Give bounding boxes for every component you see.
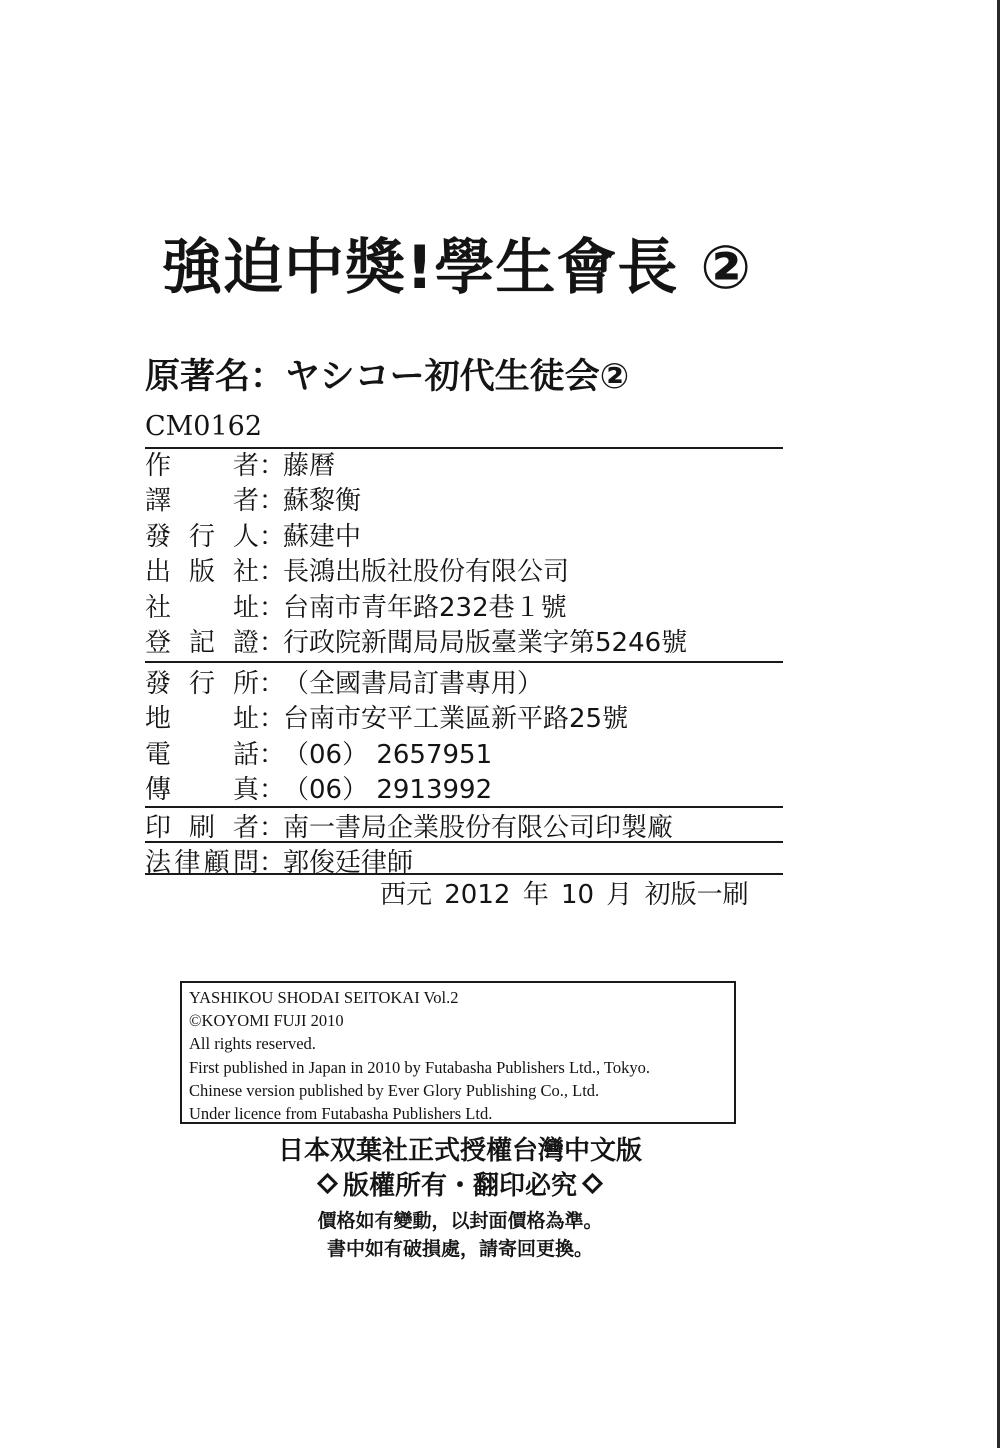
license-line: ©KOYOMI FUJI 2010	[189, 1011, 344, 1031]
label-char: 社	[232, 557, 259, 588]
colon: ：	[259, 521, 286, 552]
credit-value: （06） 2657951	[283, 739, 493, 770]
label-char: 作	[145, 450, 172, 481]
label-char: 刷	[188, 812, 215, 843]
credit-row	[145, 484, 805, 520]
credit-row	[145, 448, 805, 484]
label-char: 證	[232, 628, 259, 659]
label-char: 話	[232, 739, 259, 770]
credit-label	[145, 704, 259, 735]
credit-row	[145, 773, 805, 809]
credit-row	[145, 555, 805, 591]
credit-row	[145, 702, 805, 738]
label-char: 律	[174, 848, 201, 879]
license-line: All rights reserved.	[189, 1034, 316, 1054]
credit-label	[145, 628, 259, 659]
license-line: Chinese version published by Ever Glory Publishing Co., Ltd.	[189, 1080, 600, 1100]
label-char: 記	[188, 628, 215, 659]
credit-label	[145, 521, 259, 552]
colon: ：	[259, 592, 286, 623]
credit-row	[145, 666, 805, 702]
credits-block	[145, 448, 805, 881]
edition-date: 西元 2012 年 10 月 初版一刷	[380, 880, 749, 910]
credit-label	[145, 812, 259, 843]
credit-label	[145, 848, 259, 879]
label-char: 所	[232, 668, 259, 699]
credit-label	[145, 668, 259, 699]
credit-label	[145, 450, 259, 481]
license-line: First published in Japan in 2010 by Futabasha Publishers Ltd., Tokyo.	[189, 1057, 650, 1077]
license-box	[180, 981, 736, 1124]
colon: ：	[259, 775, 286, 806]
colon: ：	[259, 848, 286, 879]
label-char: 譯	[145, 486, 172, 517]
credit-row	[145, 626, 805, 662]
credit-label	[145, 592, 259, 623]
colon: ：	[259, 704, 286, 735]
license-line: Under licence from Futabasha Publishers Ltd.	[189, 1104, 493, 1124]
label-char: 版	[188, 557, 215, 588]
label-char: 顧	[203, 848, 230, 879]
label-char: 社	[145, 592, 172, 623]
credits-group-publisher	[145, 448, 805, 661]
label-char: 電	[145, 739, 172, 770]
damage-notice: 書中如有破損處，請寄回更換。	[326, 1238, 593, 1260]
colon: ：	[259, 668, 286, 699]
label-char: 者	[232, 486, 259, 517]
credit-value: 蘇建中	[283, 521, 362, 552]
credit-row-legal	[145, 846, 805, 882]
credit-value: 行政院新聞局局版臺業字第5246號	[283, 628, 688, 659]
credit-value: 南一書局企業股份有限公司印製廠	[283, 812, 674, 843]
diamond-icon	[317, 1173, 338, 1194]
label-char: 出	[145, 557, 172, 588]
colon: ：	[259, 557, 286, 588]
credit-label	[145, 557, 259, 588]
label-char: 發	[145, 521, 172, 552]
label-char: 址	[232, 592, 259, 623]
label-char: 址	[232, 704, 259, 735]
label-char: 法	[145, 848, 172, 879]
credit-value: 藤曆	[283, 450, 336, 481]
colon: ：	[259, 486, 286, 517]
label-char: 者	[232, 450, 259, 481]
label-char: 真	[232, 775, 259, 806]
credit-value: 長鴻出版社股份有限公司	[283, 557, 570, 588]
label-char: 地	[145, 704, 172, 735]
credit-value: （06） 2913992	[283, 775, 493, 806]
credit-value: 郭俊廷律師	[283, 848, 414, 879]
authorization-statement: 日本双葉社正式授權台灣中文版	[277, 1136, 642, 1166]
credit-row	[145, 590, 805, 626]
credit-value: 台南市安平工業區新平路25號	[283, 704, 629, 735]
label-char: 發	[145, 668, 172, 699]
price-notice: 價格如有變動，以封面價格為準。	[317, 1210, 603, 1232]
credit-row	[145, 519, 805, 555]
colon: ：	[259, 450, 286, 481]
credit-label	[145, 739, 259, 770]
original-title: 原著名：ヤシコー初代生徒会②	[145, 357, 630, 397]
credit-value: 台南市青年路232巷１號	[283, 592, 567, 623]
label-char: 問	[232, 848, 259, 879]
label-char: 行	[188, 668, 215, 699]
credit-value: 蘇黎衡	[283, 486, 362, 517]
label-char: 者	[232, 812, 259, 843]
label-char: 傳	[145, 775, 172, 806]
license-line: YASHIKOU SHODAI SEITOKAI Vol.2	[189, 988, 459, 1007]
copyright-text: 版權所有・翻印必究	[342, 1171, 577, 1201]
label-char: 印	[145, 812, 172, 843]
credit-label	[145, 775, 259, 806]
label-char: 登	[145, 628, 172, 659]
credit-value: （全國書局訂書專用）	[283, 668, 544, 699]
credit-label	[145, 486, 259, 517]
product-code: CM0162	[145, 411, 263, 442]
credit-row-printer	[145, 810, 805, 846]
colon: ：	[259, 739, 286, 770]
credits-group-distributor	[145, 666, 805, 808]
colon: ：	[259, 628, 286, 659]
label-char: 人	[232, 521, 259, 552]
credit-row	[145, 737, 805, 773]
copyright-notice	[0, 1173, 920, 1199]
label-char: 行	[188, 521, 215, 552]
diamond-icon	[582, 1173, 603, 1194]
colon: ：	[259, 812, 286, 843]
book-title: 強迫中獎!學生會長 ②	[162, 233, 753, 303]
